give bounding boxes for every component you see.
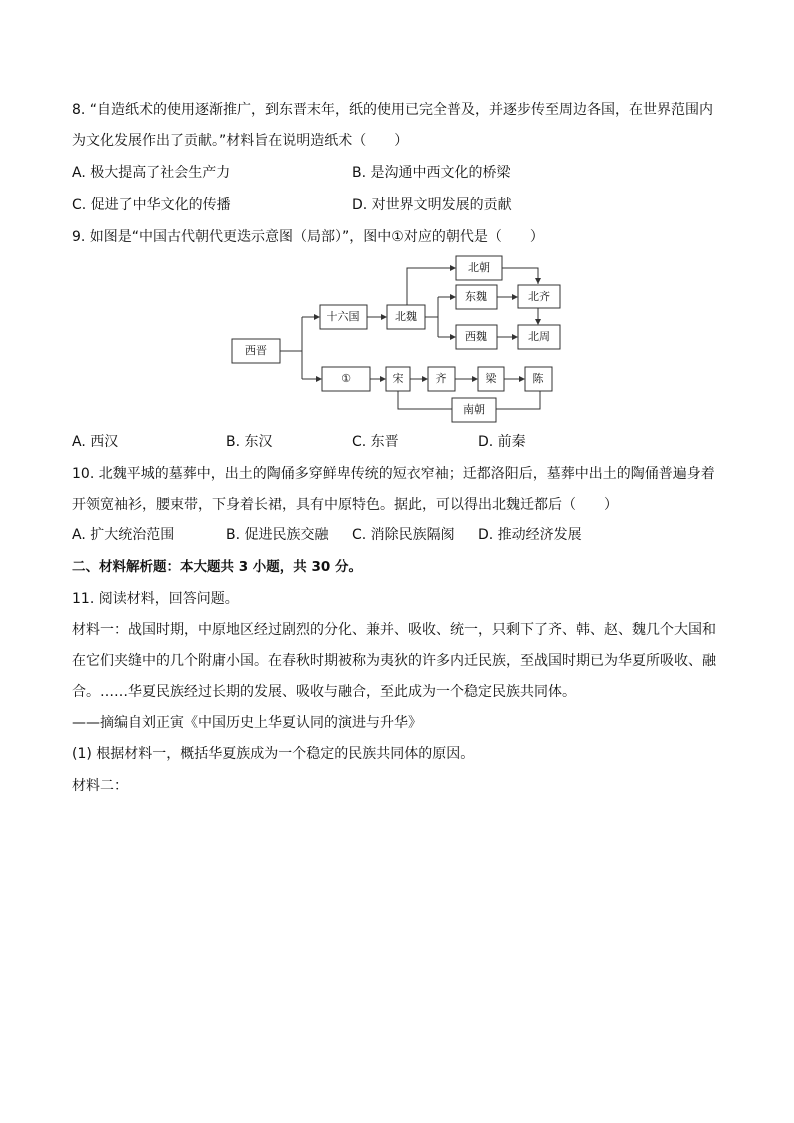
q11-subquestion-1: (1) 根据材料一，概括华夏族成为一个稳定的民族共同体的原因。 xyxy=(72,746,475,762)
arrow-dongwei xyxy=(450,294,456,300)
svg-text:陈: 陈 xyxy=(532,372,544,385)
arrow-beiwei xyxy=(381,314,387,320)
arrow-shiliuguo xyxy=(314,314,320,320)
svg-text:南朝: 南朝 xyxy=(463,403,485,416)
svg-text:东魏: 东魏 xyxy=(465,290,487,303)
q9-option-a[interactable]: A. 西汉 xyxy=(72,434,119,450)
edge-nanchao-chen xyxy=(496,391,540,409)
q8-option-d[interactable]: D. 对世界文明发展的贡献 xyxy=(352,197,512,213)
section-heading: 二、材料解析题：本大题共 3 小题，共 30 分。 xyxy=(72,559,362,575)
node-qi xyxy=(428,367,455,391)
arrow-beiqi-from-beichao xyxy=(535,278,541,284)
node-dongwei xyxy=(456,285,497,309)
q8-stem-line1: 8. “自造纸术的使用逐渐推广，到东晋末年，纸的使用已完全普及，并逐步传至周边各国，在世界范围内 xyxy=(72,102,714,118)
arrow-liang xyxy=(472,376,478,382)
edge-beichao-beiqi xyxy=(502,268,538,284)
q9-option-c[interactable]: C. 东晋 xyxy=(352,434,399,450)
q10-option-c[interactable]: C. 消除民族隔阂 xyxy=(352,527,455,543)
dynasty-succession-diagram xyxy=(220,255,570,425)
q9-option-d[interactable]: D. 前秦 xyxy=(478,434,526,450)
svg-text:①: ① xyxy=(341,372,351,385)
q9-option-b[interactable]: B. 东汉 xyxy=(226,434,273,450)
q11-material1-line2: 在它们夹缝中的几个附庸小国。在春秋时期被称为夷狄的许多内迁民族，至战国时期已为华夏所吸收、融 xyxy=(72,653,716,669)
node-beichao xyxy=(456,256,502,280)
q11-stem: 11. 阅读材料，回答问题。 xyxy=(72,591,239,607)
arrow-beizhou xyxy=(512,334,518,340)
q10-stem-line1: 10. 北魏平城的墓葬中，出土的陶俑多穿鲜卑传统的短衣窄袖；迁都洛阳后，墓葬中出土的陶俑普遍身着 xyxy=(72,466,715,482)
svg-text:齐: 齐 xyxy=(435,372,447,385)
arrow-beiqi xyxy=(512,294,518,300)
svg-text:北朝: 北朝 xyxy=(468,261,490,274)
arrow-qi xyxy=(422,376,428,382)
q11-material1-line3: 合。……华夏民族经过长期的发展、吸收与融合，至此成为一个稳定民族共同体。 xyxy=(72,684,576,700)
node-nanchao xyxy=(452,398,496,422)
node-xijin xyxy=(232,339,280,363)
arrow-beichao xyxy=(450,265,456,271)
q10-option-d[interactable]: D. 推动经济发展 xyxy=(478,527,582,543)
node-circle1 xyxy=(322,367,370,391)
q11-material1-line1: 材料一：战国时期，中原地区经过剧烈的分化、兼并、吸收、统一，只剩下了齐、韩、赵、魏几个大国和 xyxy=(72,622,716,638)
q10-stem-line2: 开领宽袖衫，腰束带，下身着长裙，具有中原特色。据此，可以得出北魏迁都后（ ） xyxy=(72,497,618,513)
arrow-beizhou-from-beiqi xyxy=(535,319,541,325)
q8-option-c[interactable]: C. 促进了中华文化的传播 xyxy=(72,197,231,213)
edge-song-nanchao xyxy=(398,391,452,409)
edge-beiwei-beichao xyxy=(407,268,455,305)
q8-stem-line2: 为文化发展作出了贡献。”材料旨在说明造纸术（ ） xyxy=(72,133,409,149)
arrow-chen xyxy=(519,376,525,382)
node-beizhou xyxy=(518,325,560,349)
arrow-song xyxy=(380,376,386,382)
q11-material2-label: 材料二： xyxy=(72,778,128,794)
node-chen xyxy=(525,367,552,391)
q11-source: ——摘编自刘正寅《中国历史上华夏认同的演进与升华》 xyxy=(72,715,422,731)
svg-text:十六国: 十六国 xyxy=(326,310,360,323)
node-beiwei xyxy=(387,305,425,329)
node-shiliuguo xyxy=(320,305,367,329)
q10-option-a[interactable]: A. 扩大统治范围 xyxy=(72,527,175,543)
node-liang xyxy=(478,367,504,391)
svg-text:西魏: 西魏 xyxy=(465,330,487,343)
arrow-xiwei xyxy=(450,334,456,340)
q9-stem: 9. 如图是“中国古代朝代更迭示意图（局部）”，图中①对应的朝代是（ ） xyxy=(72,229,544,245)
q8-option-b[interactable]: B. 是沟通中西文化的桥梁 xyxy=(352,165,511,181)
node-beiqi xyxy=(518,285,560,308)
arrow-circle1 xyxy=(316,376,322,382)
svg-text:西晋: 西晋 xyxy=(245,344,267,357)
svg-text:宋: 宋 xyxy=(392,372,404,385)
node-song xyxy=(386,367,410,391)
svg-text:北周: 北周 xyxy=(528,330,550,343)
q10-option-b[interactable]: B. 促进民族交融 xyxy=(226,527,329,543)
svg-text:梁: 梁 xyxy=(485,372,497,385)
q8-option-a[interactable]: A. 极大提高了社会生产力 xyxy=(72,165,231,181)
svg-text:北魏: 北魏 xyxy=(395,310,417,323)
node-xiwei xyxy=(456,325,497,349)
svg-text:北齐: 北齐 xyxy=(528,290,550,303)
